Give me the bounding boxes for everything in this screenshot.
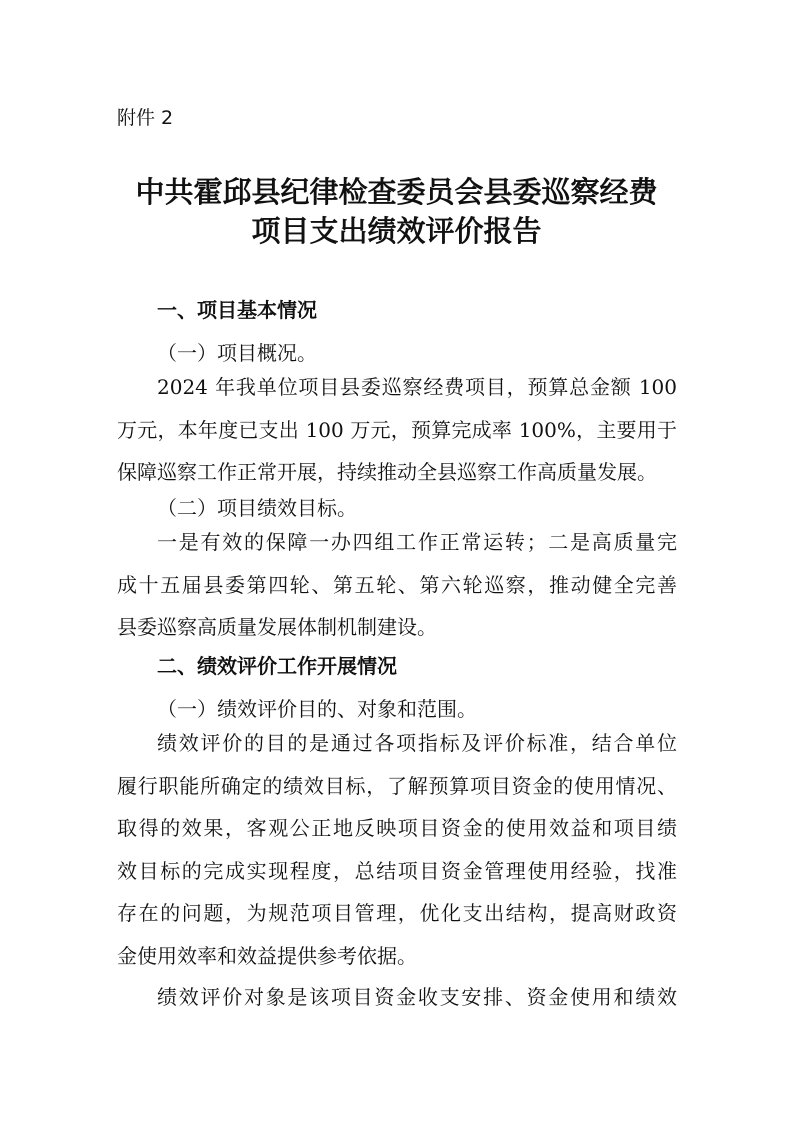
attachment-label: 附件 2	[117, 107, 174, 129]
paragraph-line: 万元，本年度已支出 100 万元，预算完成率 100%，主要用于	[117, 417, 677, 442]
paragraph-line: 成十五届县委第四轮、第五轮、第六轮巡察，推动健全完善	[117, 572, 677, 597]
section-1-heading: 一、项目基本情况	[157, 298, 317, 322]
section-2-sub-1-heading: （一）绩效评价目的、对象和范围。	[157, 697, 477, 721]
report-title-line-1: 中共霍邱县纪律检查委员会县委巡察经费	[135, 175, 658, 209]
section-2-sub-1-paragraph-2	[117, 976, 677, 1019]
paragraph-line: 县委巡察高质量发展体制机制建设。	[117, 615, 437, 639]
paragraph-line: 金使用效率和效益提供参考依据。	[117, 943, 417, 968]
section-1-sub-1-heading: （一）项目概况。	[157, 341, 317, 365]
paragraph-line: 一是有效的保障一办四组工作正常运转；二是高质量完	[157, 530, 677, 554]
section-2-heading: 二、绩效评价工作开展情况	[157, 654, 397, 678]
paragraph-line: 保障巡察工作正常开展，持续推动全县巡察工作高质量发展。	[117, 460, 657, 484]
paragraph-line: 2024 年我单位项目县委巡察经费项目，预算总金额 100	[157, 375, 677, 399]
paragraph-line: 绩效评价对象是该项目资金收支安排、资金使用和绩效	[157, 985, 677, 1009]
paragraph-line: 取得的效果，客观公正地反映项目资金的使用效益和项目绩	[117, 816, 677, 840]
paragraph-line: 履行职能所确定的绩效目标，了解预算项目资金的使用情况、	[117, 773, 677, 798]
paragraph-line: 绩效评价的目的是通过各项指标及评价标准，结合单位	[157, 731, 677, 755]
section-1-sub-1-paragraph	[117, 366, 677, 494]
report-title-line-2: 项目支出绩效评价报告	[251, 214, 542, 248]
section-1-sub-2-heading: （二）项目绩效目标。	[157, 496, 357, 520]
section-2-sub-1-paragraph	[117, 722, 677, 977]
section-1-sub-2-paragraph	[117, 521, 677, 649]
paragraph-line: 效目标的完成实现程度，总结项目资金管理使用经验，找准	[117, 858, 677, 883]
paragraph-line: 存在的问题，为规范项目管理，优化支出结构，提高财政资	[117, 901, 677, 925]
